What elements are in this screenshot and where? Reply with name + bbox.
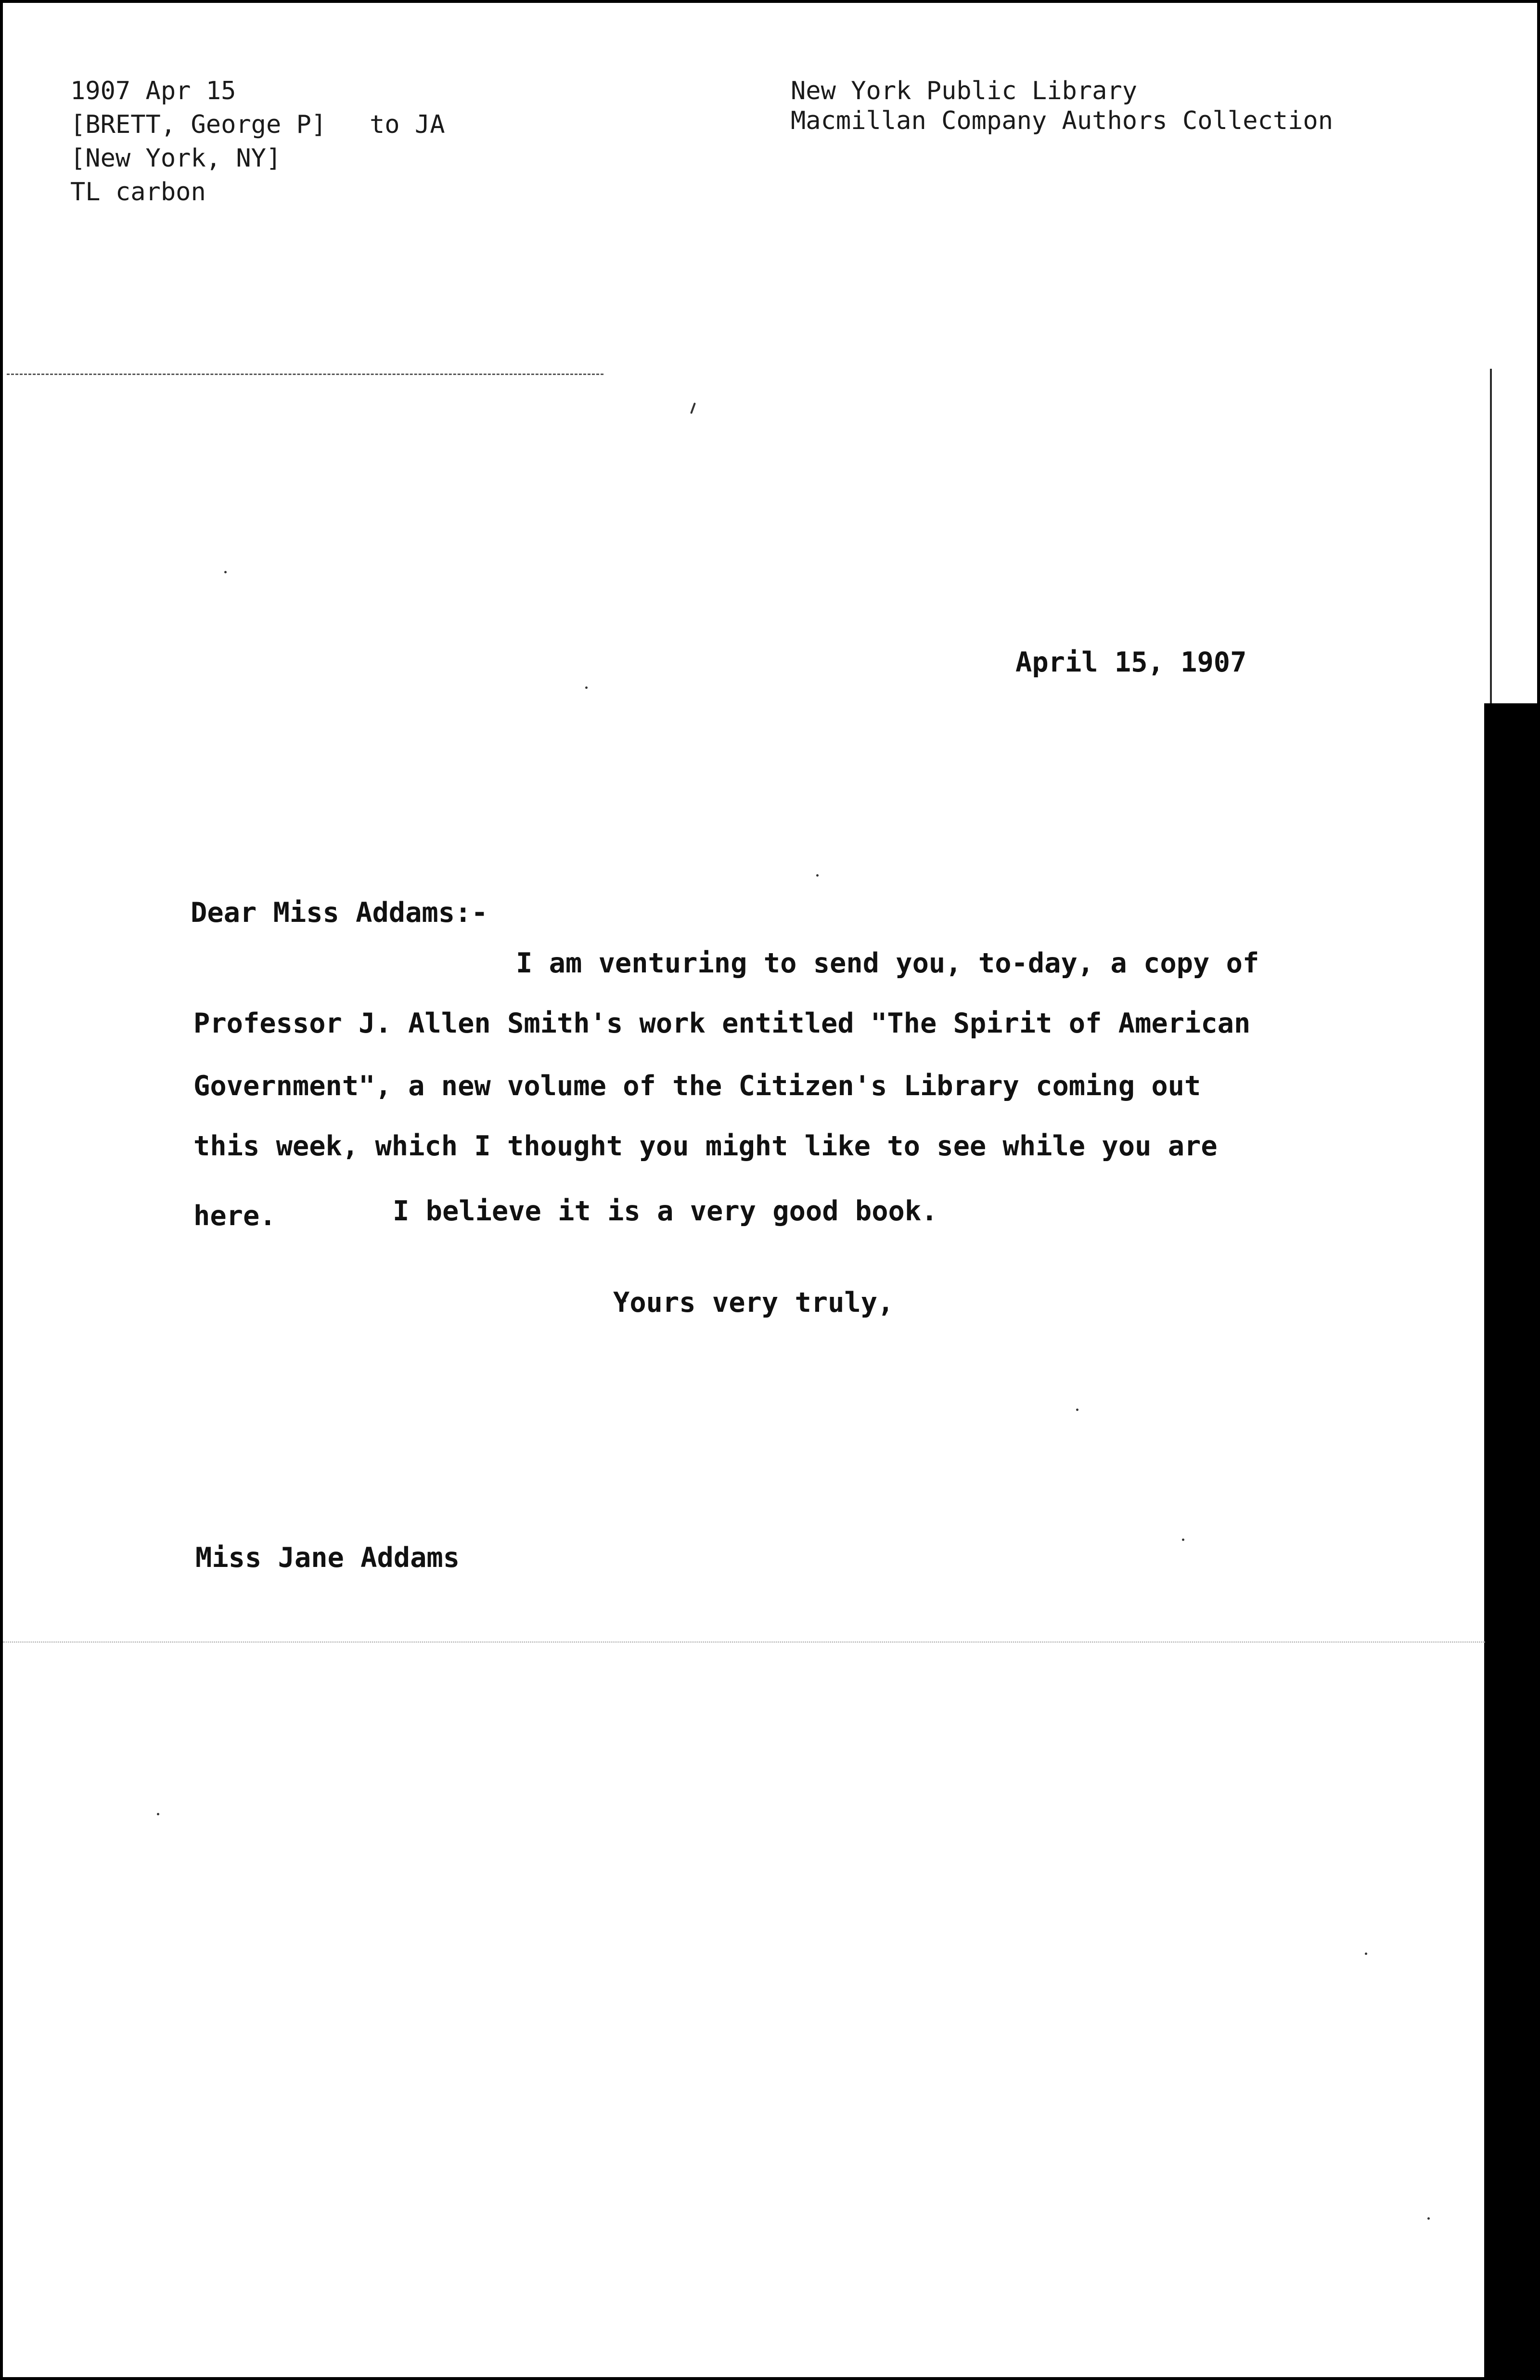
body-line-5: here. (193, 1200, 276, 1232)
paper-fold (3, 1642, 1485, 1643)
body-line-1: I am venturing to send you, to-day, a copy of (516, 947, 1259, 979)
speck (816, 874, 819, 877)
salutation: Dear Miss Addams:- (191, 897, 488, 929)
header-divider (7, 374, 603, 375)
scan-border (1484, 703, 1537, 2377)
body-line-6: I believe it is a very good book. (393, 1195, 938, 1227)
speck (1427, 2217, 1430, 2220)
ink-mark (690, 402, 696, 414)
body-line-3: Government", a new volume of the Citizen's Library coming out (193, 1070, 1201, 1102)
speck (585, 686, 588, 689)
speck (1365, 1953, 1367, 1955)
header-format: TL carbon (70, 178, 206, 207)
addressee: Miss Jane Addams (195, 1542, 460, 1574)
header-repository: New York Public Library (791, 77, 1138, 105)
archive-header (3, 3, 1537, 378)
header-place: [New York, NY] (70, 144, 282, 173)
speck (224, 571, 227, 573)
body-line-4: this week, which I thought you might like to see while you are (193, 1130, 1218, 1162)
speck (157, 1813, 159, 1815)
letter-page (3, 3, 1537, 2377)
speck (1076, 1409, 1078, 1411)
header-collection: Macmillan Company Authors Collection (791, 106, 1334, 135)
closing: Yours very truly, (613, 1287, 894, 1319)
speck (1182, 1539, 1184, 1541)
header-date: 1907 Apr 15 (70, 77, 236, 105)
letter-date: April 15, 1907 (1015, 647, 1247, 678)
header-recipient: to JA (370, 110, 445, 139)
body-line-2: Professor J. Allen Smith's work entitled "The Spirit of American (193, 1008, 1251, 1039)
header-author: [BRETT, George P] (70, 110, 327, 139)
